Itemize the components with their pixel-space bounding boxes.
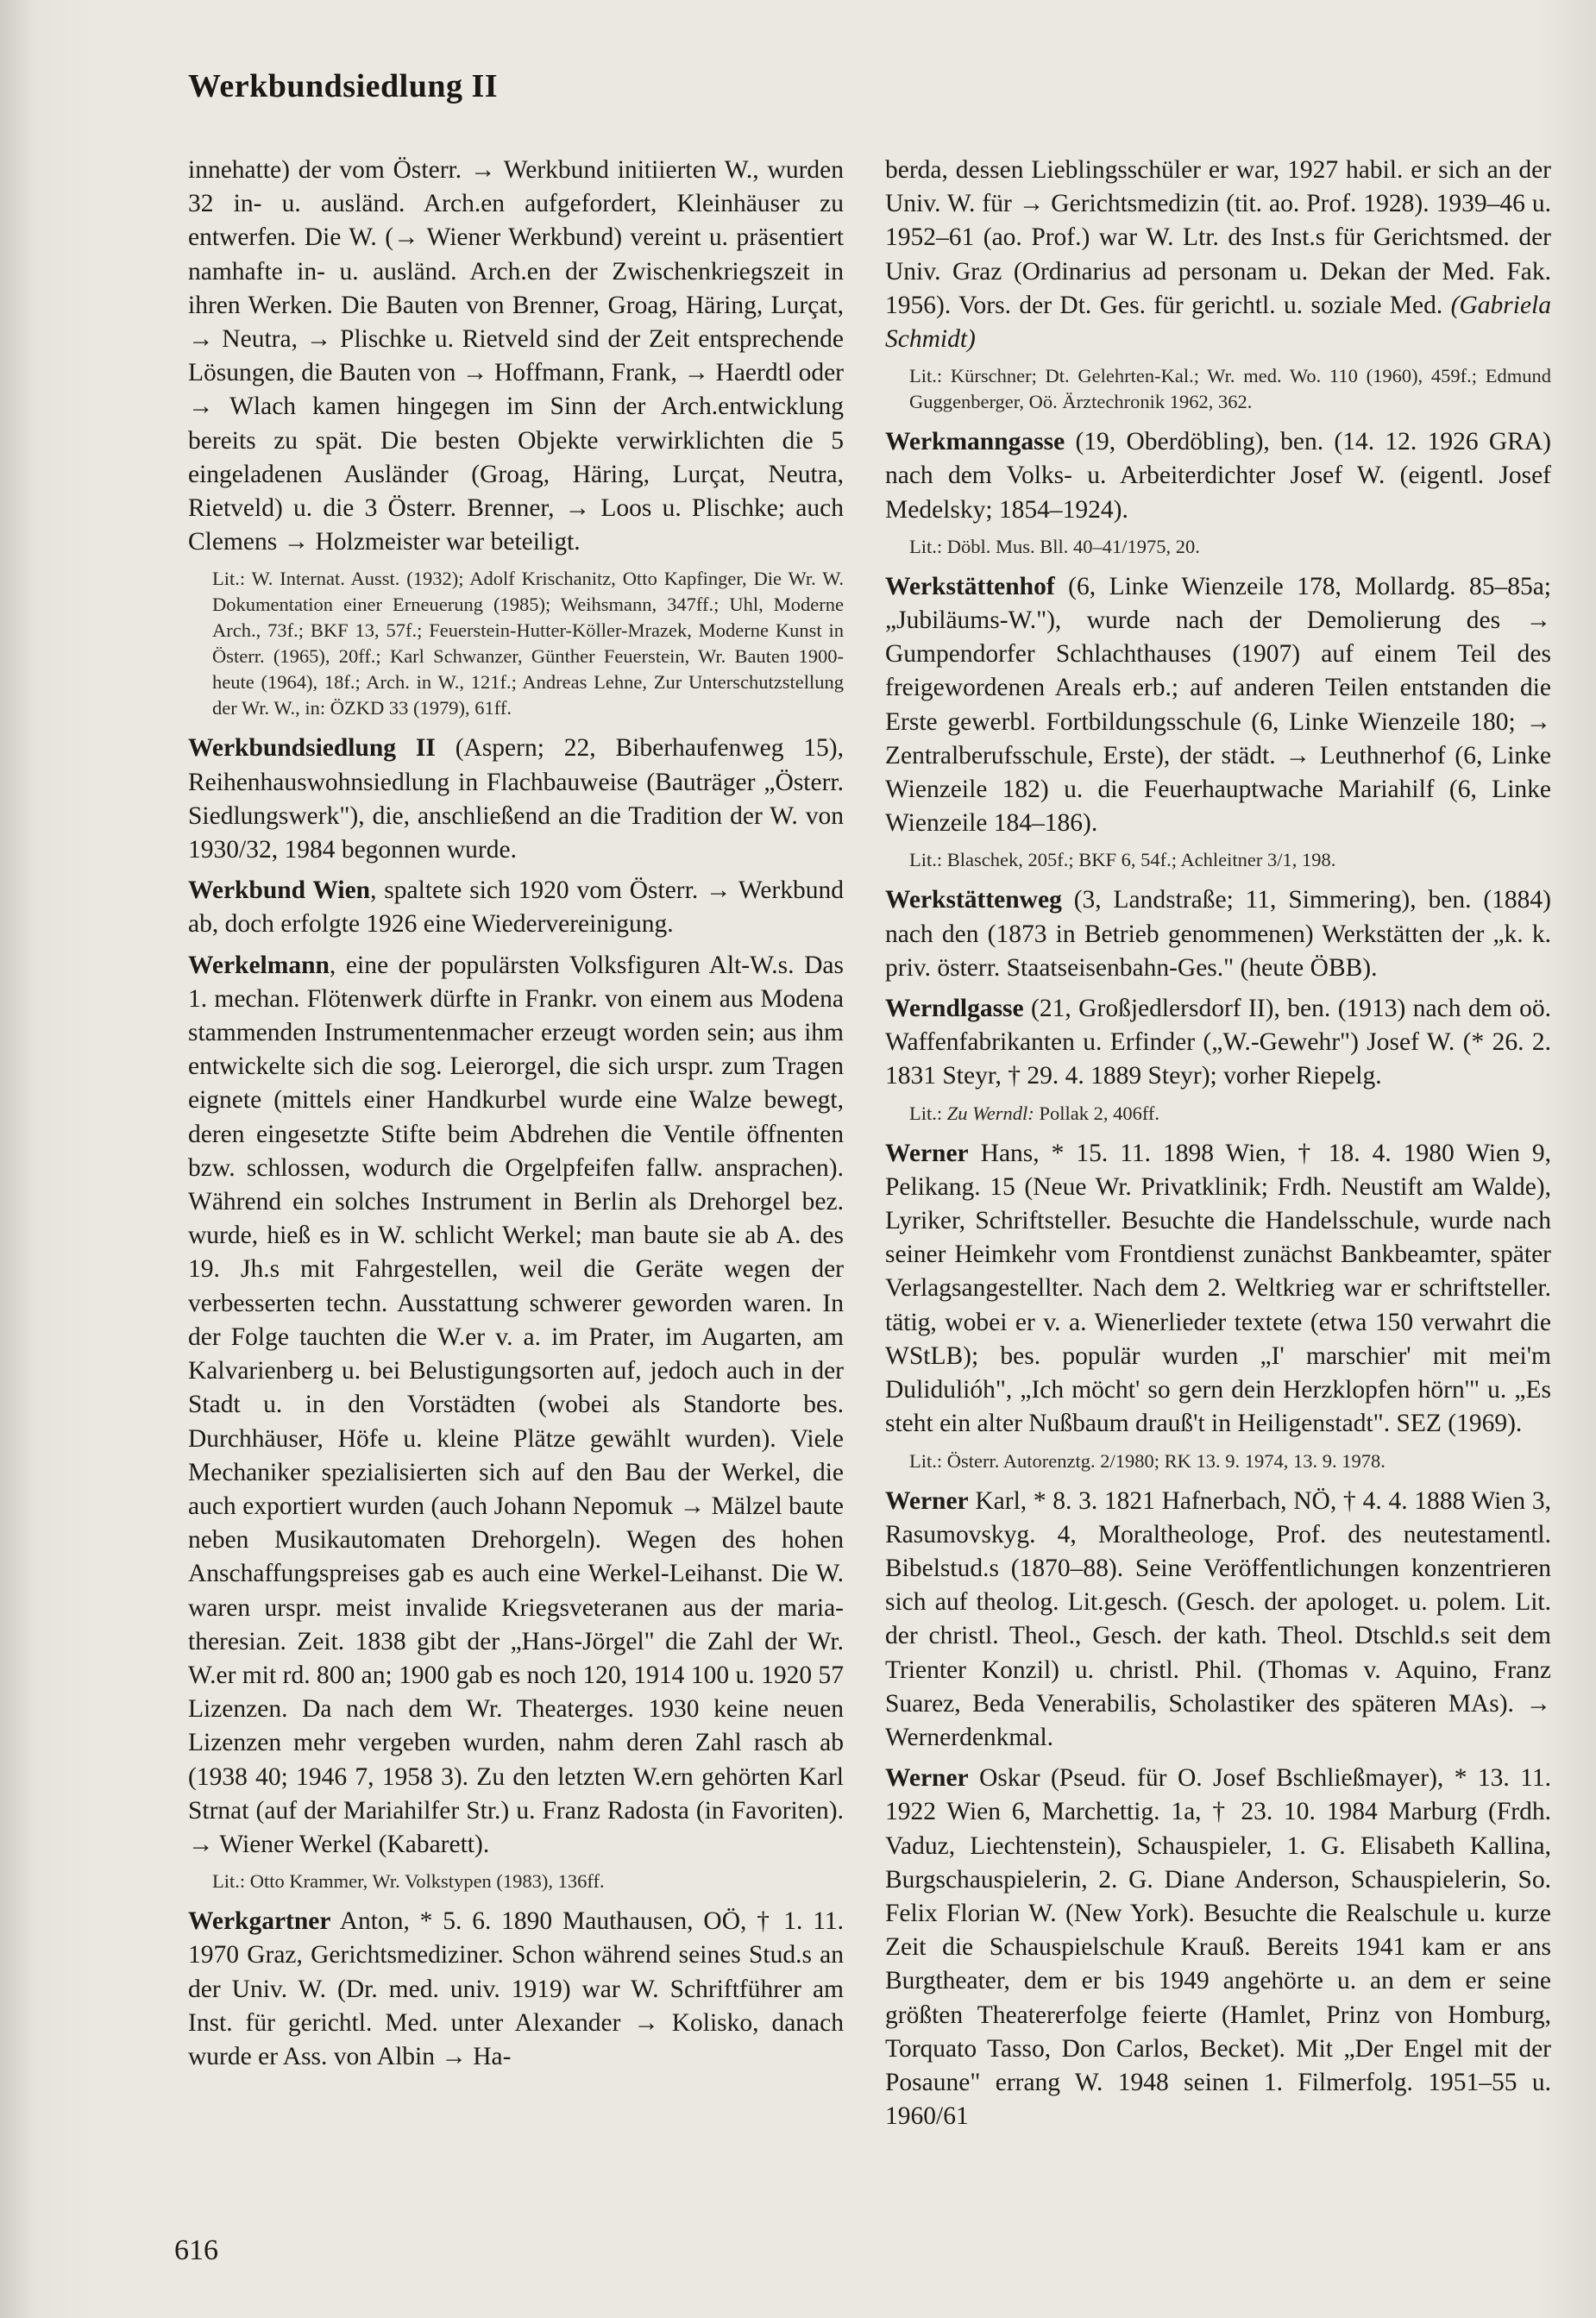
headword: Werner <box>885 1486 969 1515</box>
entry-text: (Aspern; 22, Biberhaufenweg 15), Reihenhauswohnsiedlung in Flachbauweise (Bauträger „Österr. Siedlungswerk"), die, anschließend an die Tradition der W. von 1930/32, 1984 begonnen wurde. <box>188 734 844 864</box>
headword: Werkgartner <box>188 1907 331 1936</box>
entry-werkmanngasse <box>885 425 1551 527</box>
entry-werkelmann <box>188 949 844 1862</box>
entry-text: Anton, * 5. 6. 1890 Mauthausen, OÖ, † 1. 11. 1970 Graz, Gerichtsmediziner. Schon während seines Stud.s an der Univ. W. (Dr. med. univ. 1919) war W. Schriftführer am Inst. für gerichtl. Med. unter Alexander → Kolisko, danach wurde er Ass. von Albin → Ha- <box>188 1907 844 2070</box>
headword: Werner <box>885 1139 969 1167</box>
author-signature: (Gabriela Schmidt) <box>885 291 1551 354</box>
literature-werkelmann: Lit.: Otto Krammer, Wr. Volkstypen (1983), 136ff. <box>212 1870 605 1893</box>
entry-werner-hans <box>885 1137 1551 1442</box>
literature-werndlgasse <box>909 1101 1551 1127</box>
headword: Werkstättenhof <box>885 572 1055 600</box>
entry-text: (21, Großjedlersdorf II), ben. (1913) nach dem oö. Waffenfabrikanten u. Erfinder („W.-Gewehr") Josef W. (* 26. 2. 1831 Steyr, † 29. 4. 1889 Steyr); vorher Riepelg. <box>885 995 1551 1090</box>
literature-werkbundsiedlung: Lit.: W. Internat. Ausst. (1932); Adolf Krischanitz, Otto Kapfinger, Die Wr. W. Dokumentation einer Erneuerung (1985); Weihsmann, 347ff.; Uhl, Moderne Arch., 73f.; BKF 13, 57f.; Feuerstein-Hutter-Köller-Mrazek, Moderne Kunst in Österr. (1965), 20ff.; Karl Schwanzer, Günther Feuerstein, Wr. Bauten 1900-heute (1964), 18f.; Arch. in W., 121f.; Andreas Lehne, Zur Unterschutzstellung der Wr. W., in: ÖZKD 33 (1979), 61ff. <box>212 568 844 719</box>
entry-text: Karl, * 8. 3. 1821 Hafnerbach, NÖ, † 4. 4. 1888 Wien 3, Rasumovskyg. 4, Moraltheologe, Prof. des neutestamentl. Bibelstud.s (1870–88). Seine Veröffentlichungen konzentrieren sich auf theolog. Lit.gesch. (Gesch. der apologet. u. polem. Lit. der christl. Theol., Gesch. der kath. Theol. Dtschld.s seit dem Trienter Konzil) u. christl. Phil. (Thomas v. Aquino, Franz Suarez, Beda Venerabilis, Scholastiker des späteren MAs). → Wernerdenkmal. <box>885 1486 1551 1751</box>
entry-werndlgasse <box>885 992 1551 1094</box>
lit-italic: Zu Werndl: <box>946 1102 1034 1124</box>
entry-text: , spaltete sich 1920 vom Österr. → Werkbund ab, doch erfolgte 1926 eine Wiedervereinigung. <box>188 876 844 939</box>
literature-werkstaettenhof: Lit.: Blaschek, 205f.; BKF 6, 54f.; Achleitner 3/1, 198. <box>909 849 1336 871</box>
entry-text: (19, Oberdöbling), ben. (14. 12. 1926 GRA) nach dem Volks- u. Arbeiterdichter Josef W. (eigentl. Josef Medelsky; 1854–1924). <box>885 428 1551 524</box>
headword: Werndlgasse <box>885 995 1024 1023</box>
running-head: Werkbundsiedlung II <box>188 68 499 104</box>
headword: Werner <box>885 1764 969 1793</box>
headword: Werkmanngasse <box>885 428 1065 456</box>
literature-werkgartner: Lit.: Kürschner; Dt. Gelehrten-Kal.; Wr. med. Wo. 110 (1960), 459f.; Edmund Guggenberger, Oö. Ärztechronik 1962, 362. <box>909 365 1551 413</box>
entry-werner-karl <box>885 1485 1551 1756</box>
headword: Werkstättenweg <box>885 886 1062 914</box>
entry-werkstaettenhof <box>885 570 1551 841</box>
lit-rest: Pollak 2, 406ff. <box>1034 1102 1160 1124</box>
headword: Werkbund Wien <box>188 876 371 905</box>
entry-werkbund-wien <box>188 874 844 941</box>
entry-werkbundsiedlung-ii <box>188 732 844 867</box>
left-column <box>188 154 844 2081</box>
entry-text: , eine der populärsten Volksfiguren Alt-W.s. Das 1. mechan. Flötenwerk dürfte in Frankr. von einem aus Modena stammenden Instrumentenmacher erzeugt worden sein; aus ihm entwickelte sich die sog. Leierorgel, die sich urspr. zum Tragen eignete (mittels einer Handkurbel wurde eine Walze bewegt, deren eingesetzte Stifte beim Abdrehen die Ventile öffnenten bzw. schlossen, wodurch die Orgelpfeifen fallw. ansprachen). Während ein solches Instrument in Berlin als Drehorgel bez. wurde, hieß es in W. schlicht Werkel; man baute sie ab A. des 19. Jh.s mit Fahrgestellen, weil die Geräte wegen der verbesserten techn. Ausstattung schwerer geworden waren. In der Folge tauchten die W.er v. a. im Prater, im Augarten, am Kalvarienberg u. bei Belustigungsorten auf, jedoch auch in der Stadt u. in den Vorstädten (wobei als Standorte bes. Durchhäuser, Höfe u. kleine Plätze gewählt wurden). Viele Mechaniker spezialisierten sich auf den Bau der Werkel, die auch exportiert wurden (auch Johann Nepomuk → Mälzel baute neben Musikautomaten Drehorgeln). Wegen des hohen Anschaffungspreises gab es auch eine Werkel-Leihanst. Die W. waren urspr. meist invalide Kriegsveteranen aus der maria-theresian. Zeit. 1838 gibt der „Hans-Jörgel" die Zahl der Wr. W.er mit rd. 800 an; 1900 gab es noch 120, 1914 100 u. 1920 57 Lizenzen. Da nach dem Wr. Theaterges. 1930 keine neuen Lizenzen mehr vergeben wurden, nahm deren Zahl rasch ab (1938 40; 1946 7, 1958 3). Zu den letzten W.ern gehörten Karl Strnat (auf der Mariahilfer Str.) u. Franz Radosta (in Favoriten). → Wiener Werkel (Kabarett). <box>188 951 844 1858</box>
entry-text: (3, Landstraße; 11, Simmering), ben. (1884) nach den (1873 in Betrieb genommenen) Werkstätten der „k. k. priv. österr. Staatseisenbahn-Ges." (heute ÖBB). <box>885 886 1551 982</box>
literature-werkmanngasse: Lit.: Döbl. Mus. Bll. 40–41/1975, 20. <box>909 535 1200 557</box>
headword: Werkelmann <box>188 951 330 979</box>
lit-prefix: Lit.: <box>909 1102 947 1124</box>
entry-werkgartner <box>188 1905 844 2074</box>
entry-werkstaettenweg <box>885 883 1551 985</box>
entry-text: berda, dessen Lieblingsschüler er war, 1927 habil. er sich an der Univ. W. für → Gerichtsmedizin (tit. ao. Prof. 1928). 1939–46 u. 1952–61 (ao. Prof.) war W. Ltr. des Inst.s für Gerichtsmed. der Univ. Graz (Ordinarius ad personam u. Dekan der Med. Fak. 1956). Vors. der Dt. Ges. für gerichtl. u. soziale Med. <box>885 156 1551 319</box>
page-number: 616 <box>174 2234 218 2266</box>
entry-werkgartner-continuation <box>885 154 1551 356</box>
right-column <box>885 154 1551 2140</box>
entry-text: Hans, * 15. 11. 1898 Wien, † 18. 4. 1980 Wien 9, Pelikang. 15 (Neue Wr. Privatklinik; Frdh. Neustift am Walde), Lyriker, Schriftsteller. Besuchte die Handelsschule, wurde nach seiner Heimkehr vom Frontdienst zunächst Bankbeamter, später Verlagsangestellter. Nach dem 2. Weltkrieg war er schriftsteller. tätig, wobei er v. a. Wienerlieder textete (etwa 150 verwahrt die WStLB); bes. populär wurden „I' marschier' mit mei'm Dulidulióh", „Ich möcht' so gern dein Herzklopfen hörn'" u. „Es steht ein alter Nußbaum drauß't in Heiligenstadt". SEZ (1969). <box>885 1139 1551 1438</box>
literature-werner-hans: Lit.: Österr. Autorenztg. 2/1980; RK 13. 9. 1974, 13. 9. 1978. <box>909 1449 1386 1472</box>
entry-text: Oskar (Pseud. für O. Josef Bschließmayer), * 13. 11. 1922 Wien 6, Marchettig. 1a, † 23. 10. 1984 Marburg (Frdh. Vaduz, Liechtenstein), Schauspieler, 1. G. Elisabeth Kallina, Burgschauspielerin, 2. G. Diane Anderson, Schauspielerin, So. Felix Florian W. (New York). Besuchte die Realschule u. kurze Zeit die Schauspielschule Krauß. Bereits 1941 kam er ans Burgtheater, dem er bis 1949 angehörte u. an dem er seine größten Theatererfolge feierte (Hamlet, Prinz von Homburg, Torquato Tasso, Don Carlos, Becket). Mit „Der Engel mit der Posaune" errang W. 1948 seinen 1. Filmerfolg. 1951–55 u. 1960/61 <box>885 1764 1551 2131</box>
entry-werkbundsiedlung-continuation: innehatte) der vom Österr. → Werkbund initiierten W., wurden 32 in- u. ausländ. Arch.en aufgefordert, Kleinhäuser zu entwerfen. Die W. (→ Wiener Werkbund) vereint u. präsentiert namhafte in- u. ausländ. Arch.en der Zwischenkriegszeit in ihren Werken. Die Bauten von Brenner, Groag, Häring, Lurçat, → Neutra, → Plischke u. Rietveld sind der Zeit entsprechende Lösungen, die Bauten von → Hoffmann, Frank, → Haerdtl oder → Wlach kamen hingegen im Sinn der Arch.entwicklung bereits zu spät. Die besten Objekte verwirklichten die 5 eingeladenen Ausländer (Groag, Häring, Lurçat, Neutra, Rietveld) u. die 3 Österr. Brenner, → Loos u. Plischke; auch Clemens → Holzmeister war beteiligt. <box>188 156 844 556</box>
entry-text: (6, Linke Wienzeile 178, Mollardg. 85–85a; „Jubiläums-W."), wurde nach der Demolierung des → Gumpendorfer Schlachthauses (1907) auf einem Teil des freigewordenen Areals erb.; auf anderen Teilen entstanden die Erste gewerbl. Fortbildungsschule (6, Linke Wienzeile 180; → Zentralberufsschule, Erste), der städt. → Leuthnerhof (6, Linke Wienzeile 182) u. die Feuerhauptwache Mariahilf (6, Linke Wienzeile 184–186). <box>885 572 1551 838</box>
headword: Werkbundsiedlung II <box>188 734 436 763</box>
entry-werner-oskar <box>885 1762 1551 2133</box>
